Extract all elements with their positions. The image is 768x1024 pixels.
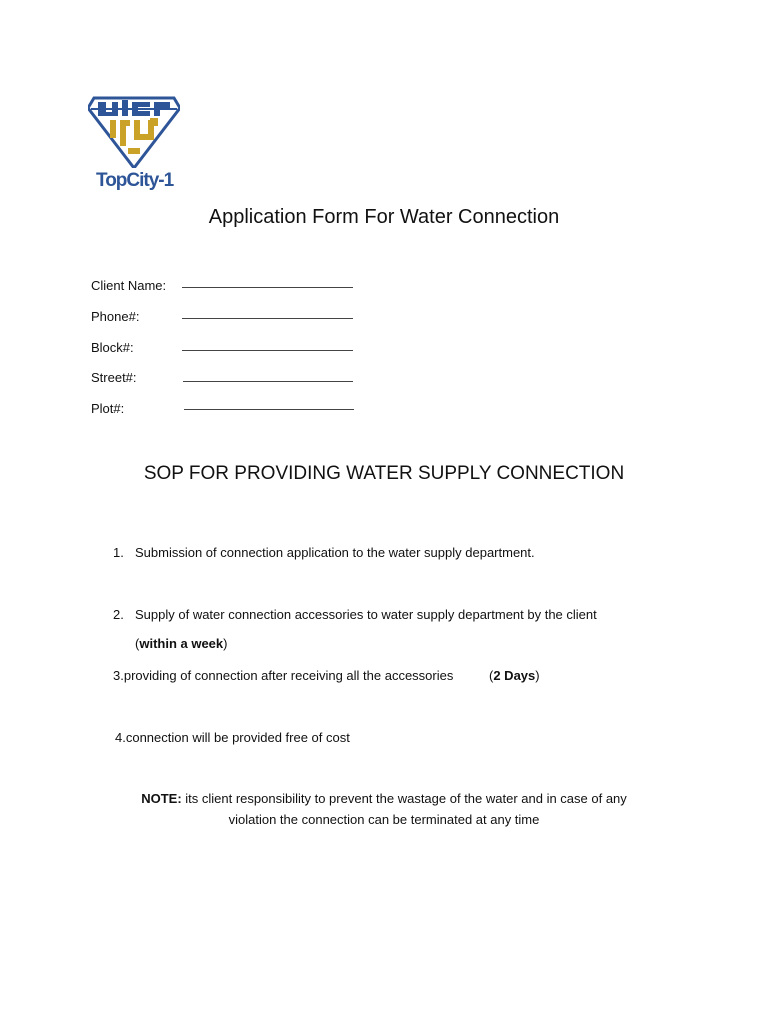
note-text-2: violation the connection can be terminated at any time — [228, 812, 540, 827]
topcity-emblem-icon — [88, 90, 180, 168]
block-label: Block#: — [91, 340, 134, 355]
note-line-2 — [0, 812, 768, 827]
sop-step-2-duration — [135, 636, 228, 651]
step-duration: within a week — [139, 636, 224, 651]
logo-brand-text: TopCity-1 — [96, 170, 174, 191]
close-paren: ) — [535, 668, 540, 683]
step-number: 1. — [113, 545, 124, 560]
step-duration: 2 Days — [493, 668, 536, 683]
form-title: Application Form For Water Connection — [208, 206, 560, 228]
close-paren: ) — [223, 636, 228, 651]
note-label: NOTE: — [141, 791, 182, 806]
client-name-label: Client Name: — [91, 278, 167, 293]
step-number: 2. — [113, 607, 124, 622]
block-field[interactable] — [182, 350, 353, 351]
step-text: 4.connection will be provided free of cost — [115, 730, 350, 745]
street-label: Street#: — [91, 370, 137, 385]
street-field[interactable] — [183, 381, 353, 382]
step-text: Submission of connection application to the water supply department. — [135, 545, 535, 560]
topcity-logo — [88, 90, 180, 194]
sop-title: SOP FOR PROVIDING WATER SUPPLY CONNECTION — [143, 463, 625, 484]
sop-step-3 — [113, 668, 453, 683]
sop-step-2 — [113, 607, 597, 622]
phone-field[interactable] — [182, 318, 353, 319]
plot-label: Plot#: — [91, 401, 125, 416]
sop-step-1 — [113, 545, 535, 560]
sop-step-3-duration — [489, 668, 540, 683]
sop-step-4 — [115, 730, 350, 745]
client-name-field[interactable] — [182, 287, 353, 288]
phone-label: Phone#: — [91, 309, 140, 324]
open-paren: ( — [135, 636, 140, 651]
note-text-1: its client responsibility to prevent the wastage of the water and in case of any — [181, 791, 627, 806]
open-paren: ( — [489, 668, 494, 683]
step-text: 3.providing of connection after receiving all the accessories — [113, 668, 454, 683]
step-text: Supply of water connection accessories to water supply department by the client — [135, 607, 597, 622]
plot-field[interactable] — [184, 409, 354, 410]
note-line-1 — [0, 791, 768, 806]
